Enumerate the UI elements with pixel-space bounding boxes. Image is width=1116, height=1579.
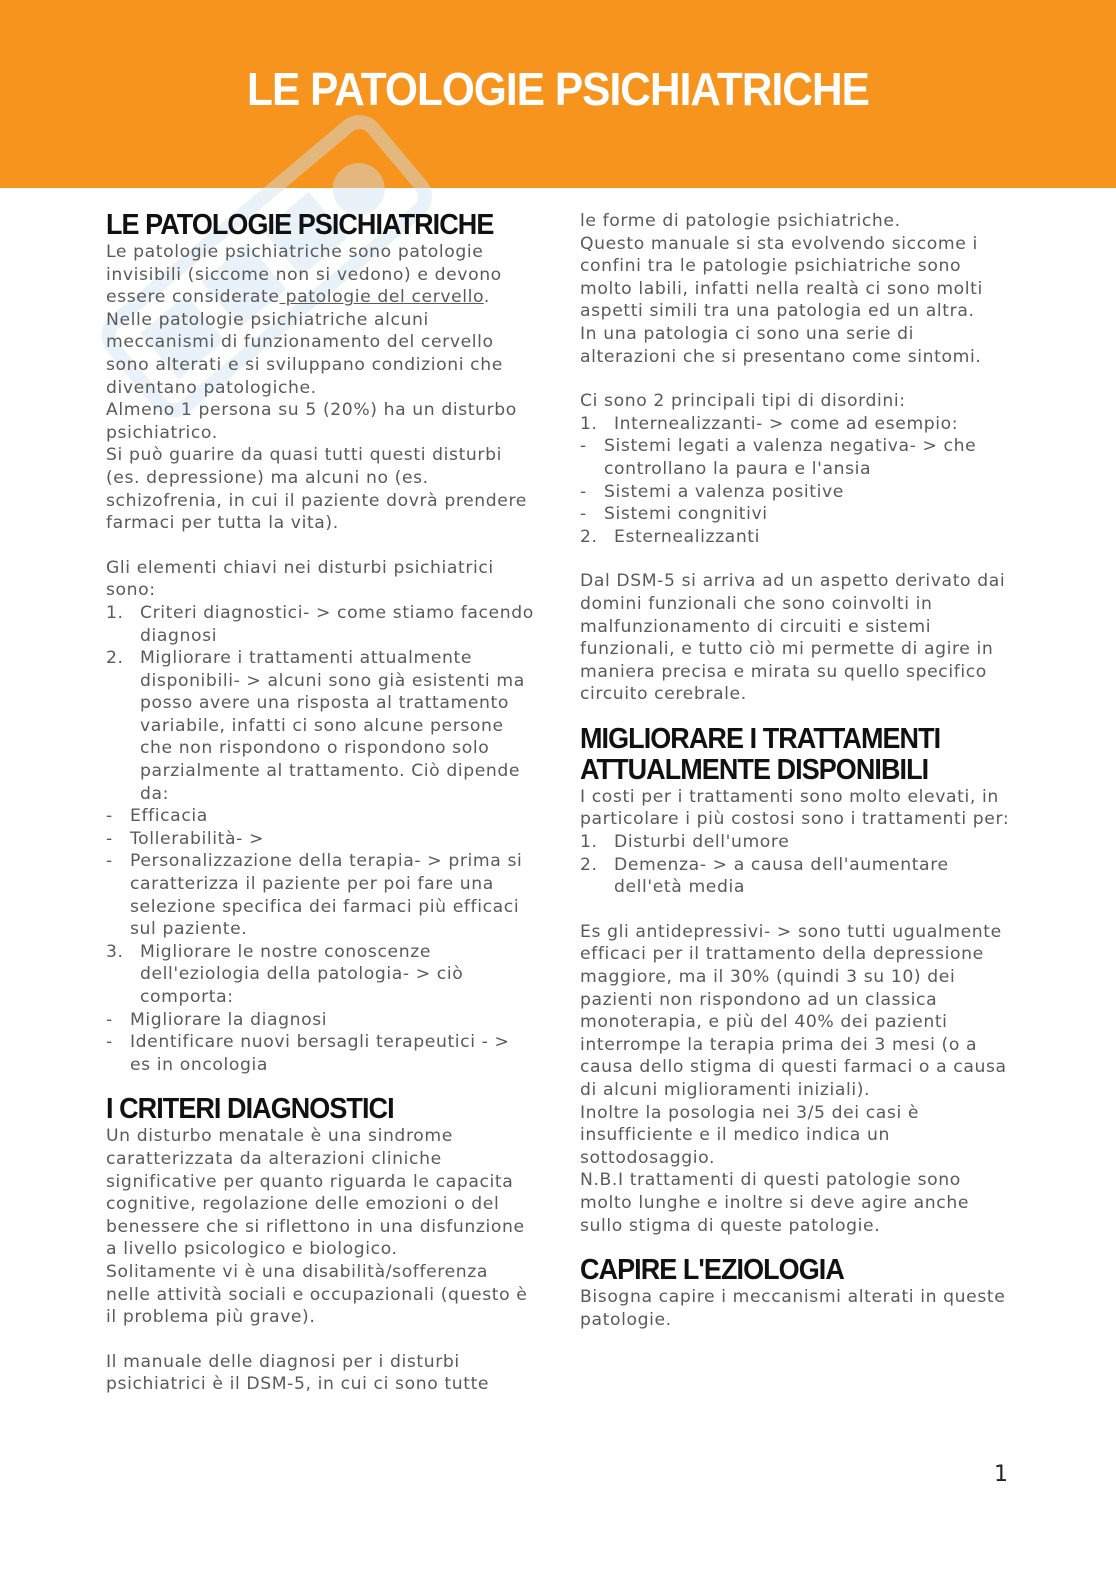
underlined-text: patologie del cervello (279, 287, 484, 308)
paragraph: Inoltre la posologia nei 3/5 dei casi è insufficiente e il medico indica un sottodosaggio. (580, 1102, 920, 1168)
section-heading: CAPIRE L'EZIOLOGIA (580, 1254, 844, 1287)
dash-icon: - (580, 436, 587, 457)
dash-icon: - (106, 1009, 113, 1030)
page-title: LE PATOLOGIE PSICHIATRICHE (247, 63, 869, 115)
paragraph: Almeno 1 persona su 5 (20%) ha un disturbo psichiatrico. (106, 400, 517, 443)
bullet-text: Sistemi congnitivi (604, 504, 768, 525)
section-heading: LE PATOLOGIE PSICHIATRICHE (106, 209, 494, 241)
paragraph (106, 241, 536, 309)
bullet-item (580, 503, 1010, 526)
bullet-text: Tollerabilità- > (130, 828, 264, 849)
section-heading: I CRITERI DIAGNOSTICI (106, 1093, 394, 1126)
dash-icon: - (106, 1032, 113, 1053)
left-column (106, 210, 536, 1396)
bullet-text: Migliorare la diagnosi (130, 1009, 328, 1030)
paragraph: Dal DSM-5 si arriva ad un aspetto derivato dai domini funzionali che sono coinvolti in malfunzionamento di circuiti e sistemi funzionali, e tutto ciò mi permette di agire in maniera precisa e mirata su quello specifico circuito cerebrale. (580, 571, 1006, 705)
paragraph: I costi per i trattamenti sono molto elevati, in particolare i più costosi sono i trattamenti per: (580, 786, 1010, 830)
list-text: Criteri diagnostici- > come stiamo facendo diagnosi (140, 602, 534, 646)
list-text: Esternealizzanti (614, 526, 761, 547)
dash-icon: - (106, 828, 113, 849)
list-number: 3. (106, 941, 124, 962)
list-number: 1. (580, 832, 598, 853)
paragraph: Bisogna capire i meccanismi alterati in queste patologie. (580, 1287, 1006, 1330)
list-item (106, 602, 536, 647)
paragraph: In una patologia ci sono una serie di alterazioni che si presentano come sintomi. (580, 323, 982, 367)
paragraph: Nelle patologie psichiatriche alcuni meccanismi di funzionamento del cervello sono alterati e si sviluppano condizioni che diventano patologiche. (106, 309, 503, 398)
paragraph: Si può guarire da quasi tutti questi disturbi (es. depressione) ma alcuni no (es. schizofrenia, in cui il paziente dovrà prendere farmaci per tutta la vita). (106, 445, 527, 534)
paragraph: Es gli antidepressivi- > sono tutti ugualmente efficaci per il trattamento della depressione maggiore, ma il 30% (quindi 3 su 10) dei pazienti non rispondono ad un classica monoterapia, e più del 40% dei pazienti interrompe la terapia prima dei 3 mesi (o a causa dello stigma di questi farmaci o a causa di alcuni miglioramenti iniziali). (580, 921, 1007, 1100)
dash-icon: - (580, 481, 587, 502)
bullet-item (580, 435, 1010, 480)
bullet-item (106, 828, 536, 851)
list-text: Demenza- > a causa dell'aumentare dell'età media (614, 854, 949, 898)
bullet-item (106, 1031, 536, 1076)
bullet-text: Efficacia (130, 806, 208, 827)
bullet-item (580, 481, 1010, 504)
paragraph: Ci sono 2 principali tipi di disordini: (580, 391, 906, 412)
list-item (106, 941, 536, 1009)
list-number: 1. (106, 602, 124, 623)
dash-icon: - (106, 806, 113, 827)
bullet-item (106, 1009, 536, 1032)
paragraph: Un disturbo menatale è una sindrome caratterizzata da alterazioni cliniche significative per quanto riguarda le capacita cognitive, regolazione delle emozioni o del benessere che si riflettono in una disfunzione a livello psicologico e biologico. (106, 1126, 525, 1260)
section-heading: MIGLIORARE I TRATTAMENTI ATTUALMENTE DISPONIBILI (580, 722, 941, 786)
list-number: 1. (580, 413, 598, 434)
dash-icon: - (580, 504, 587, 525)
page-number: 1 (994, 1462, 1008, 1487)
text: Le patologie psichiatriche sono patologie invisibili (siccome non si vedono) e devono essere considerate (106, 242, 502, 308)
list-text: Disturbi dell'umore (614, 832, 790, 853)
paragraph: Il manuale delle diagnosi per i disturbi psichiatrici è il DSM-5, in cui ci sono tutte (106, 1351, 490, 1395)
list-item (580, 413, 1010, 436)
list-item (580, 831, 1010, 854)
paragraph: Gli elementi chiavi nei disturbi psichiatrici sono: (106, 557, 494, 601)
right-column (580, 210, 1010, 1331)
paragraph: N.B.I trattamenti di questi patologie sono molto lunghe e inoltre si deve agire anche sullo stigma di queste patologie. (580, 1170, 969, 1236)
paragraph: Solitamente vi è una disabilità/sofferenza nelle attività sociali e occupazionali (questo è il problema più grave). (106, 1261, 528, 1328)
paragraph: Questo manuale si sta evolvendo siccome i confini tra le patologie psichiatriche sono molto labili, infatti nella realtà ci sono molti aspetti simili tra una patologia ed un altra. (580, 233, 983, 322)
list-item (580, 854, 1010, 899)
bullet-text: Sistemi a valenza positive (604, 481, 844, 502)
list-number: 2. (580, 526, 598, 547)
list-item (580, 526, 1010, 549)
paragraph: le forme di patologie psichiatriche. (580, 211, 901, 231)
bullet-text: Identificare nuovi bersagli terapeutici - > es in oncologia (130, 1032, 510, 1075)
list-text: Migliorare le nostre conoscenze dell'eziologia della patologia- > ciò comporta: (140, 941, 464, 1007)
list-item (106, 647, 536, 805)
list-number: 2. (106, 648, 124, 669)
page-header (0, 0, 1116, 188)
list-text: Internealizzanti- > come ad esempio: (614, 413, 959, 434)
bullet-text: Personalizzazione della terapia- > prima si caratterizza il paziente per poi fare una selezione specifica dei farmaci più efficaci sul paziente. (130, 851, 523, 940)
list-number: 2. (580, 854, 598, 875)
bullet-item (106, 850, 536, 940)
text: . (483, 287, 490, 308)
bullet-item (106, 805, 536, 828)
bullet-text: Sistemi legati a valenza negativa- > che controllano la paura e l'ansia (604, 436, 977, 479)
dash-icon: - (106, 851, 113, 872)
list-text: Migliorare i trattamenti attualmente disponibili- > alcuni sono già esistenti ma posso avere una risposta al trattamento variabile, infatti ci sono alcune persone che non rispondono o rispondono solo parzialmente al trattamento. Ciò dipende da: (140, 648, 525, 804)
